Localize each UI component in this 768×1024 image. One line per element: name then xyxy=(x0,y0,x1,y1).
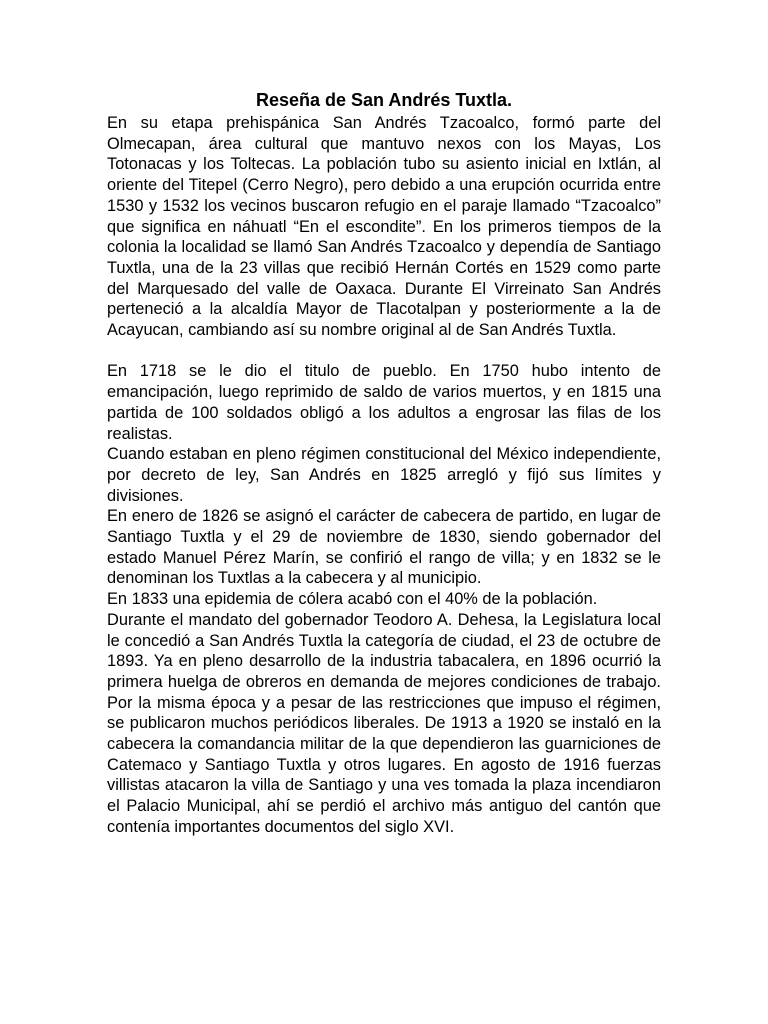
paragraph-1825: Cuando estaban en pleno régimen constitucional del México independiente, por decreto de ley, San Andrés en 1825 arregló y fijó sus límites y divisiones. xyxy=(107,445,661,505)
paragraph-1893: Durante el mandato del gobernador Teodoro A. Dehesa, la Legislatura local le concedió a San Andrés Tuxtla la categoría de ciudad, el 23 de octubre de 1893. Ya en pleno desarrollo de la industria tabacalera, en 1896 ocurrió la primera huelga de obreros en demanda de mejores condiciones de trabajo. Por la misma época y a pesar de las restricciones que impuso el régimen, se publicaron muchos periódicos liberales. De 1913 a 1920 se instaló en la cabecera la comandancia militar de la que dependieron las guarniciones de Catemaco y Santiago Tuxtla y otros lugares. En agosto de 1916 fuerzas villistas atacaron la villa de Santiago y una ves tomada la plaza incendiaron el Palacio Municipal, ahí se perdió el archivo más antiguo del cantón que contenía importantes documentos del siglo XVI. xyxy=(107,610,661,836)
document-title: Reseña de San Andrés Tuxtla. xyxy=(255,90,513,110)
paragraph-1718: En 1718 se le dio el titulo de pueblo. En 1750 hubo intento de emancipación, luego reprimido de saldo de varios muertos, y en 1815 una partida de 100 soldados obligó a los adultos a engrosar las filas de los realistas. xyxy=(107,362,661,443)
document-page xyxy=(107,88,661,838)
paragraph-1833: En 1833 una epidemia de cólera acabó con el 40% de la población. xyxy=(107,590,598,609)
paragraph-spacer xyxy=(107,341,661,362)
paragraph-prehispanic: En su etapa prehispánica San Andrés Tzacoalco, formó parte del Olmecapan, área cultural que mantuvo nexos con los Mayas, Los Totonacas y los Toltecas. La población tubo su asiento inicial en Ixtlán, al oriente del Titepel (Cerro Negro), pero debido a una erupción ocurrida entre 1530 y 1532 los vecinos buscaron refugio en el paraje llamado “Tzacoalco” que significa en náhuatl “En el escondite”. En los primeros tiempos de la colonia la localidad se llamó San Andrés Tzacoalco y dependía de Santiago Tuxtla, una de la 23 villas que recibió Hernán Cortés en 1529 como parte del Marquesado del valle de Oaxaca. Durante El Virreinato San Andrés perteneció a la alcaldía Mayor de Tlacotalpan y posteriormente a la de Acayucan, cambiando así su nombre original al de San Andrés Tuxtla. xyxy=(107,114,661,340)
paragraph-1826: En enero de 1826 se asignó el carácter de cabecera de partido, en lugar de Santiago Tuxtla y el 29 de noviembre de 1830, siendo gobernador del estado Manuel Pérez Marín, se confirió el rango de villa; y en 1832 se le denominan los Tuxtlas a la cabecera y al municipio. xyxy=(107,507,661,588)
